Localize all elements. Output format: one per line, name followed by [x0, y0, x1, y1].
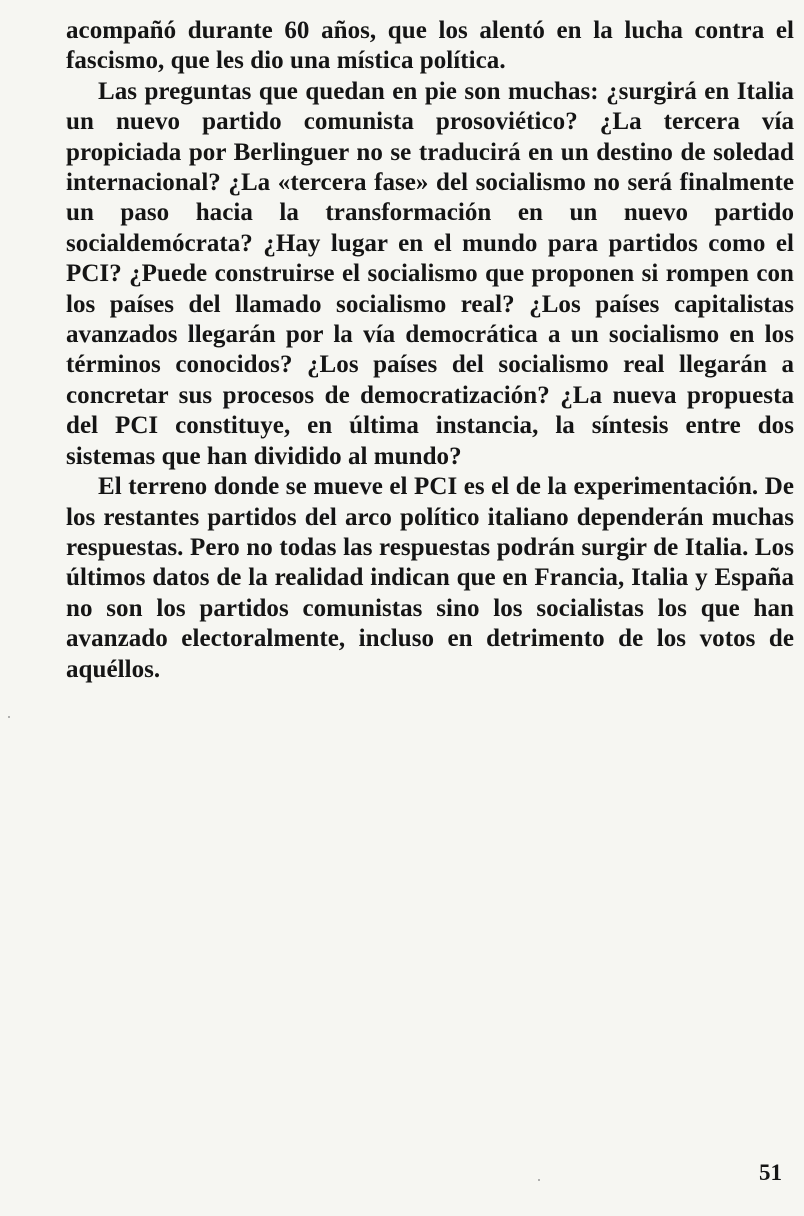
paper-speck	[538, 1179, 540, 1181]
paragraph-experimentation: El terreno donde se mueve el PCI es el de la experimentación. De los restantes partidos del arco político italiano dependerán muchas respuestas. Pero no todas las respuestas podrán surgir de Italia. Los últimos datos de la realidad indican que en Francia, Italia y España no son los partidos comunistas sino los socialistas los que han avanzado electoralmente, incluso en detrimento de los votos de aquéllos.	[66, 473, 794, 683]
paper-speck	[8, 716, 10, 718]
paragraph-questions: Las preguntas que quedan en pie son muchas: ¿surgirá en Italia un nuevo partido comunista prosoviético? ¿La tercera vía propiciada por Berlinguer no se traducirá en un destino de soledad internacional? ¿La «tercera fase» del socialismo no será finalmente un paso hacia la transformación en un nuevo partido socialdemócrata? ¿Hay lugar en el mundo para partidos como el PCI? ¿Puede construirse el socialismo que proponen si rompen con los países del llamado socialismo real? ¿Los países capitalistas avanzados llegarán por la vía democrática a un socialismo en los términos conocidos? ¿Los países del socialismo real llegarán a concretar sus procesos de democratización? ¿La nueva propuesta del PCI constituye, en última instancia, la síntesis entre dos sistemas que han dividido al mundo?	[66, 77, 794, 470]
body-text	[66, 16, 794, 685]
page-number: 51	[759, 1160, 782, 1185]
paragraph-continued: acompañó durante 60 años, que los alentó en la lucha contra el fascismo, que les dio una mística política.	[66, 17, 794, 75]
